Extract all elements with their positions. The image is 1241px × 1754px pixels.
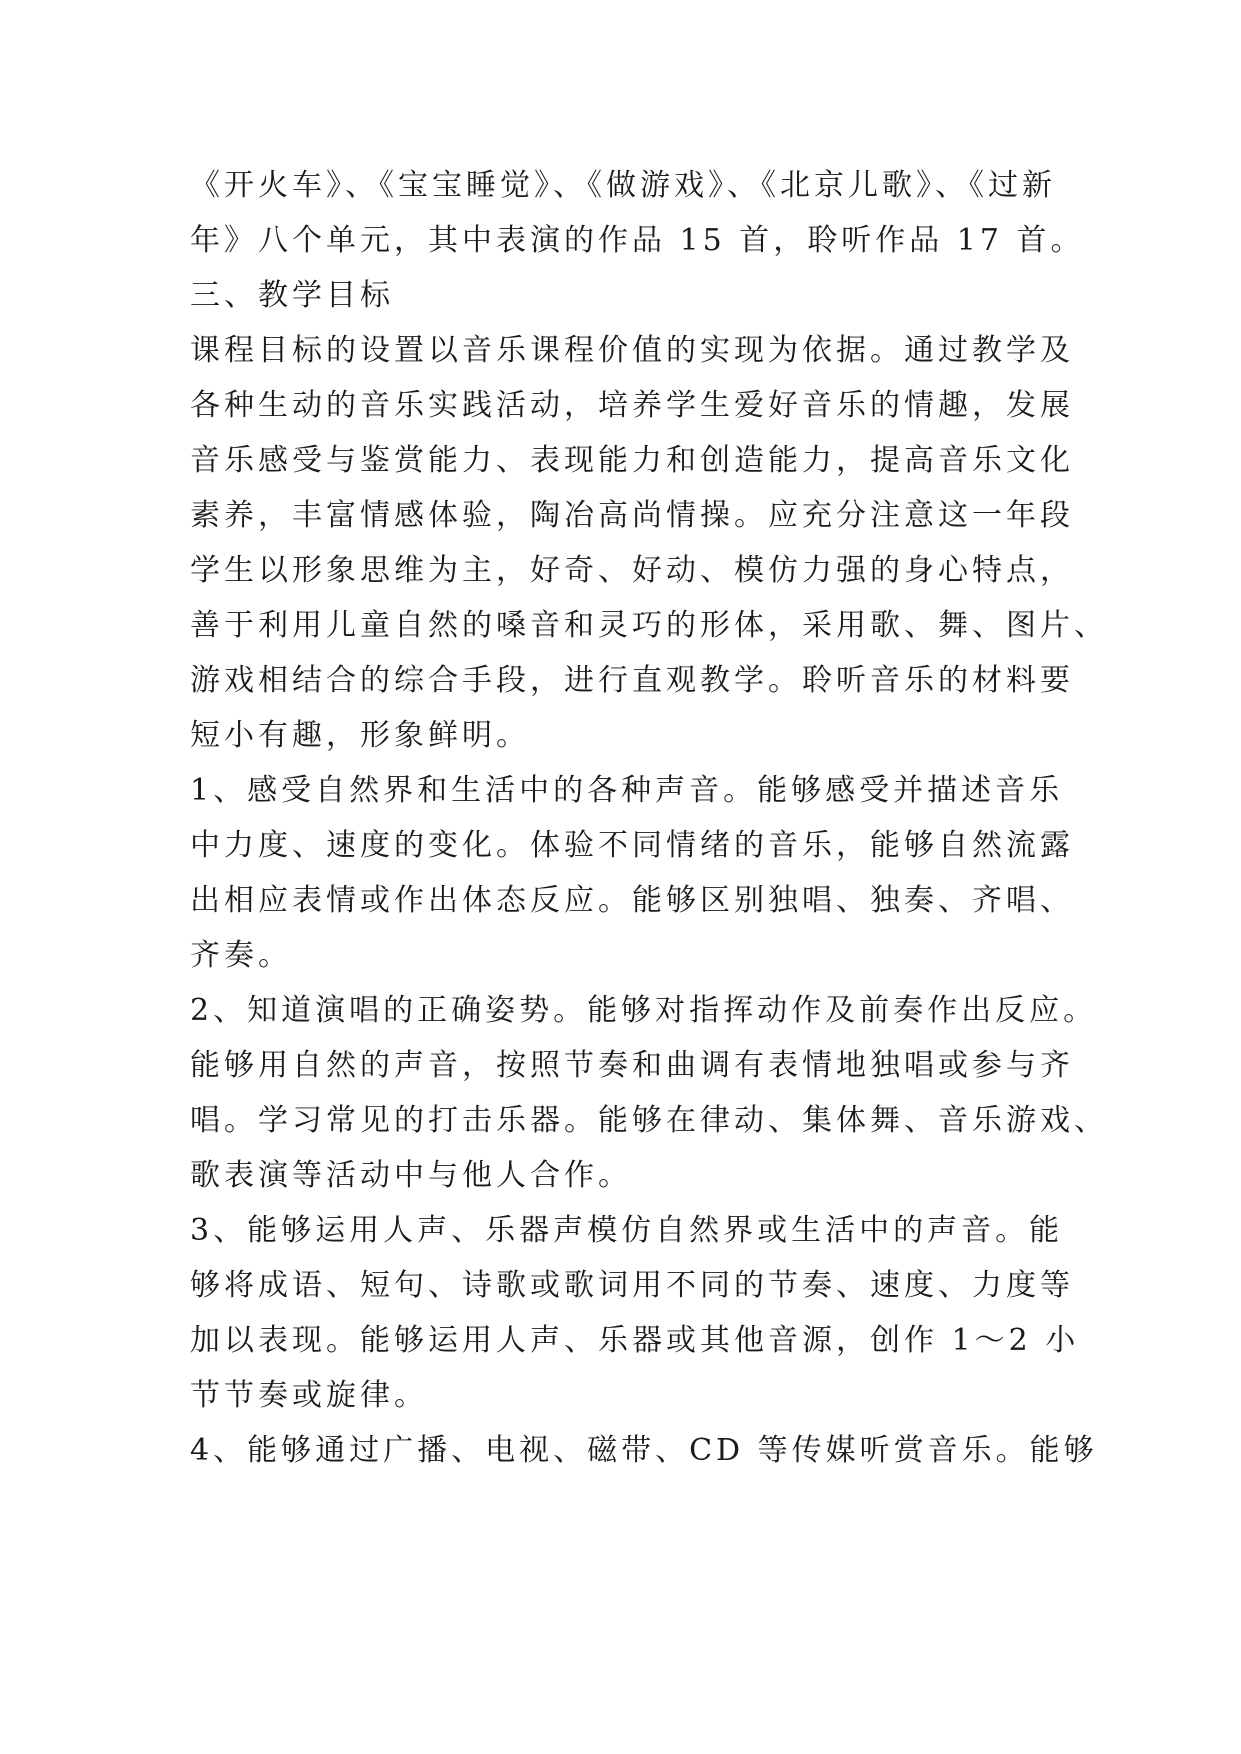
text-line: 能够用自然的声音，按照节奏和曲调有表情地独唱或参与齐	[190, 1048, 1074, 1083]
text-line: 中力度、速度的变化。体验不同情绪的音乐，能够自然流露	[190, 828, 1074, 863]
text-line: 学生以形象思维为主，好奇、好动、模仿力强的身心特点，	[190, 553, 1074, 588]
text-line: 唱。学习常见的打击乐器。能够在律动、集体舞、音乐游戏、	[190, 1103, 1108, 1138]
section-heading: 三、教学目标	[190, 278, 394, 313]
text-line: 出相应表情或作出体态反应。能够区别独唱、独奏、齐唱、	[190, 883, 1074, 918]
text-line: 年》八个单元，其中表演的作品 15 首，聆听作品 17 首。	[190, 223, 1085, 258]
text-line: 短小有趣，形象鲜明。	[190, 718, 530, 753]
text-line: 节节奏或旋律。	[190, 1378, 428, 1413]
text-line: 歌表演等活动中与他人合作。	[190, 1158, 632, 1193]
text-line: 加以表现。能够运用人声、乐器或其他音源，创作 1～2 小	[190, 1323, 1080, 1358]
text-line: 齐奏。	[190, 938, 292, 973]
text-line: 够将成语、短句、诗歌或歌词用不同的节奏、速度、力度等	[190, 1268, 1074, 1303]
text-line: 4、能够通过广播、电视、磁带、CD 等传媒听赏音乐。能够	[190, 1433, 1098, 1468]
text-line: 素养，丰富情感体验，陶冶高尚情操。应充分注意这一年段	[190, 498, 1074, 533]
text-line: 善于利用儿童自然的嗓音和灵巧的形体，采用歌、舞、图片、	[190, 608, 1108, 643]
text-line: 各种生动的音乐实践活动，培养学生爱好音乐的情趣，发展	[190, 388, 1074, 423]
text-line: 2、知道演唱的正确姿势。能够对指挥动作及前奏作出反应。	[190, 993, 1098, 1028]
text-line: 游戏相结合的综合手段，进行直观教学。聆听音乐的材料要	[190, 663, 1074, 698]
text-line: 1、感受自然界和生活中的各种声音。能够感受并描述音乐	[190, 773, 1064, 808]
text-line: 课程目标的设置以音乐课程价值的实现为依据。通过教学及	[190, 333, 1074, 368]
document-body	[190, 158, 1108, 1478]
text-line: 《开火车》、《宝宝睡觉》、《做游戏》、《北京儿歌》、《过新	[190, 168, 1056, 203]
text-line: 音乐感受与鉴赏能力、表现能力和创造能力，提高音乐文化	[190, 443, 1074, 478]
text-line: 3、能够运用人声、乐器声模仿自然界或生活中的声音。能	[190, 1213, 1064, 1248]
